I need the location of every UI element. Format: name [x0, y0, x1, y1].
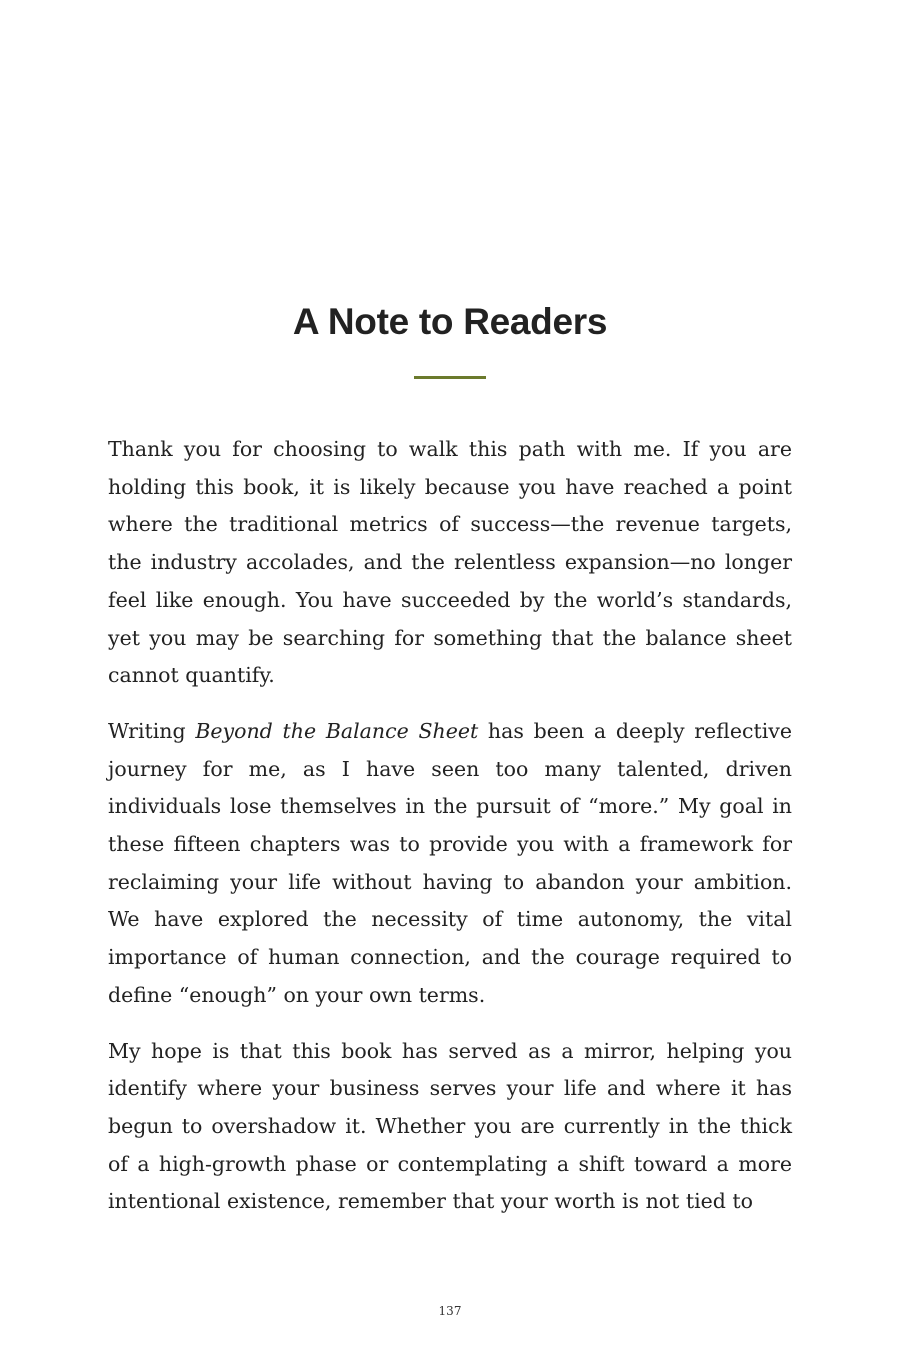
- book-title-italic: Beyond the Balance Sheet: [195, 718, 479, 743]
- page-number: 137: [438, 1304, 462, 1318]
- paragraph-2-lead: Writing: [108, 718, 196, 743]
- paragraph-3: My hope is that this book has served as a mirror, helping you identify where your business serves your life and where it has begun to overshadow it. Whether you are currently in the thick of a high-growth phase or contemplating a shift toward a more intentional existence, remember that your worth is not tied to: [108, 1038, 792, 1214]
- paragraph-2: [108, 713, 792, 1015]
- body-text: [108, 431, 792, 1239]
- title-divider: [414, 376, 486, 379]
- chapter-title: A Note to Readers: [292, 301, 608, 342]
- paragraph-1: Thank you for choosing to walk this path with me. If you are holding this book, it is likely because you have reached a point where the traditional metrics of success—the revenue targets, the industry accolades, and the relentless expansion—no longer feel like enough. You have succeeded by the world’s standards, yet you may be searching for something that the balance sheet cannot quantify.: [108, 437, 792, 688]
- paragraph-2-rest: has been a deeply reflective journey for me, as I have seen too many talented, driven individuals lose themselves in the pursuit of “more.” My goal in these fifteen chapters was to provide you with a framework for reclaiming your life without having to abandon your ambition. We have explored the necessity of time autonomy, the vital importance of human connection, and the courage required to define “enough” on your own terms.: [108, 718, 792, 1007]
